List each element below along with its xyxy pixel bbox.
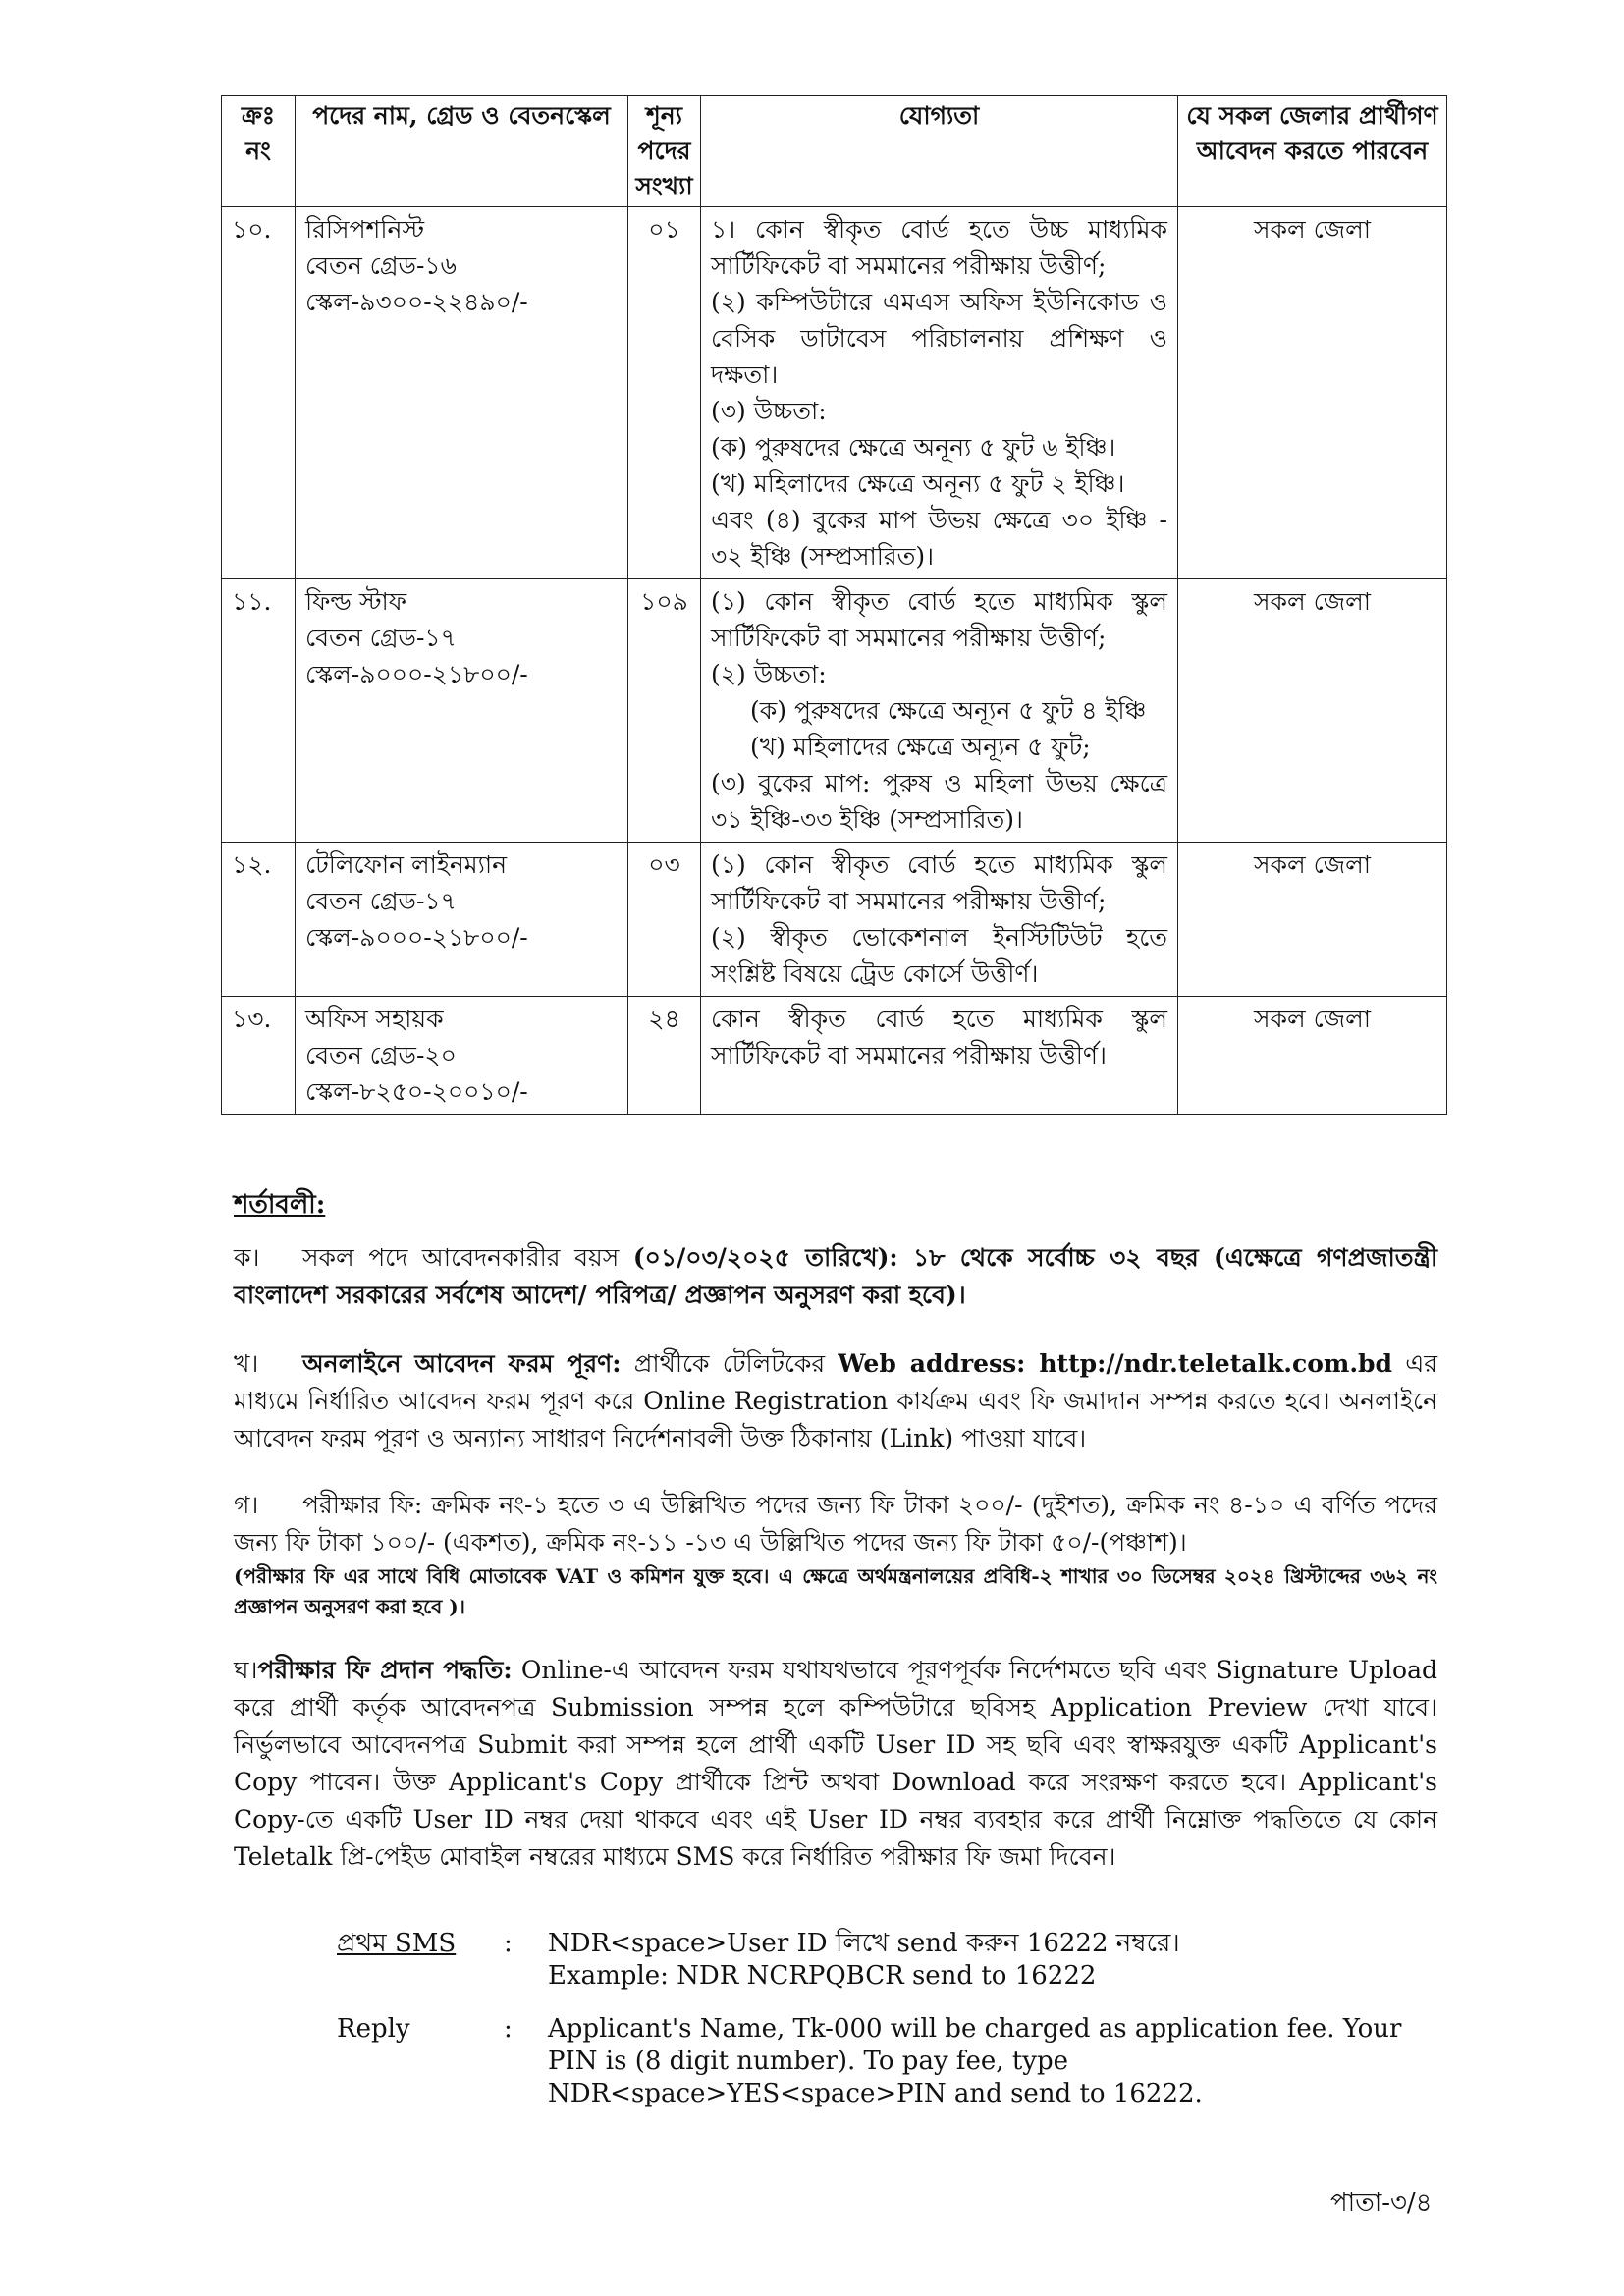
post-scale: স্কেল-৯০০০-২১৮০০/- (305, 660, 528, 688)
condition-bold-text: পরীক্ষার ফি প্রদান পদ্ধতি: (257, 1656, 513, 1684)
qualification-cell (701, 579, 1178, 843)
condition-text: প্রার্থীকে টেলিটকের (621, 1349, 839, 1378)
condition-text: পরীক্ষার ফি: ক্রমিক নং-১ হতে ৩ এ উল্লিখিত পদের জন্য ফি টাকা ২০০/- (দুইশত), ক্রমিক নং ৪-১০ এ বর্ণিত পদের জন্য ফি টাকা ১০০/- (একশত), ক্রমিক নং-১১ -১৩ এ উল্লিখিত পদের জন্য ফি টাকা ৫০/-(পঞ্চাশ)। (234, 1491, 1437, 1557)
qualification-line: এবং (৪) বুকের মাপ উভয় ক্ষেত্রে ৩০ ইঞ্চি - ৩২ ইঞ্চি (সম্প্রসারিত)। (711, 506, 1167, 571)
table-row (222, 843, 1447, 997)
condition-label: খ। (234, 1349, 259, 1378)
post-cell (296, 579, 628, 843)
qualification-line: (২) উচ্চতা: (711, 660, 827, 688)
sms-reply (337, 2013, 1436, 2121)
condition-label: ক। (234, 1243, 260, 1272)
post-name: অফিস সহায়ক (305, 1005, 444, 1033)
serial-cell: ১১. (222, 579, 296, 843)
qualification-cell (701, 997, 1178, 1115)
qualification-line: (খ) মহিলাদের ক্ষেত্রে অন্যূন ৫ ফুট; (750, 733, 1091, 761)
districts-cell: সকল জেলা (1178, 843, 1447, 997)
header-districts: যে সকল জেলার প্রার্থীগণ আবেদন করতে পারবেন (1178, 96, 1447, 207)
serial-cell: ১২. (222, 843, 296, 997)
districts-cell: সকল জেলা (1178, 997, 1447, 1115)
vacancy-cell: ১০৯ (628, 579, 701, 843)
condition-text: এর মাধ্যমে নির্ধারিত আবেদন ফরম পূরণ করে Online Registration কার্যক্রম এবং ফি জমাদান সম্পন্ন করতে হবে। অনলাইনে আবেদন ফরম পূরণ ও অন্যান্য সাধারণ নির্দেশনাবলী উক্ত ঠিকানায় (Link) পাওয়া যাবে। (234, 1349, 1437, 1452)
vat-note: (পরীক্ষার ফি এর সাথে বিধি মোতাবেক VAT ও কমিশন যুক্ত হবে। এ ক্ষেত্রে অর্থমন্ত্রনালয়ের প্রবিধি-২ শাখার ৩০ ডিসেম্বর ২০২৪ খ্রিস্টাব্দের ৩৬২ নং প্রজ্ঞাপন অনুসরণ করা হবে )। (234, 1564, 1437, 1618)
qualification-cell (701, 843, 1178, 997)
qualification-line: (ক) পুরুষদের ক্ষেত্রে অনূন্য ৫ ফুট ৬ ইঞ্চি। (711, 433, 1116, 462)
post-scale: স্কেল-৯০০০-২১৮০০/- (305, 923, 528, 952)
post-cell (296, 207, 628, 579)
sms-line: Example: NDR NCRPQBCR send to 16222 (548, 1961, 1097, 1991)
condition-ka (234, 1239, 1437, 1314)
page-number: পাতা-৩/৪ (1330, 2188, 1433, 2217)
qualification-line: (২) স্বীকৃত ভোকেশনাল ইনস্টিটিউট হতে সংশ্লিষ্ট বিষয়ে ট্রেড কোর্সে উত্তীর্ণ। (711, 923, 1167, 988)
sms-key: Reply (337, 2014, 410, 2044)
qualification-line: (২) কম্পিউটারে এমএস অফিস ইউনিকোড ও বেসিক ডাটাবেস পরিচালনায় প্রশিক্ষণ ও দক্ষতা। (711, 288, 1167, 389)
header-vacancy: শূন্য পদের সংখ্যা (628, 96, 701, 207)
condition-bold-text: (০১/০৩/২০২৫ তারিখে): ১৮ থেকে সর্বোচ্চ ৩২ বছর (এক্ষেত্রে গণপ্রজাতন্ত্রী বাংলাদেশ সরকারের সর্বশেষ আদেশ/ পরিপত্র/ প্রজ্ঞাপন অনুসরণ করা হবে)। (234, 1243, 1437, 1309)
post-grade: বেতন গ্রেড-১৬ (305, 251, 457, 280)
post-cell (296, 843, 628, 997)
qualification-line: (১) কোন স্বীকৃত বোর্ড হতে মাধ্যমিক স্কুল সার্টিফিকেট বা সমমানের পরীক্ষায় উত্তীর্ণ; (711, 587, 1167, 652)
serial-cell: ১০. (222, 207, 296, 579)
posts-table (221, 95, 1447, 1115)
post-cell (296, 997, 628, 1115)
qualification-line: (১) কোন স্বীকৃত বোর্ড হতে মাধ্যমিক স্কুল সার্টিফিকেট বা সমমানের পরীক্ষায় উত্তীর্ণ; (711, 850, 1167, 915)
sms-line: NDR<space>User ID লিখে send করুন 16222 নম্বরে। (548, 1929, 1180, 1958)
condition-bold-text: অনলাইনে আবেদন ফরম পূরণ: (302, 1349, 622, 1378)
post-scale: স্কেল-৯৩০০-২২৪৯০/- (305, 288, 528, 316)
condition-ga (234, 1487, 1437, 1622)
post-grade: বেতন গ্রেড-১৭ (305, 887, 457, 915)
districts-cell: সকল জেলা (1178, 207, 1447, 579)
qualification-line: ১। কোন স্বীকৃত বোর্ড হতে উচ্চ মাধ্যমিক সার্টিফিকেট বা সমমানের পরীক্ষায় উত্তীর্ণ; (711, 215, 1167, 280)
sms-colon: : (504, 1929, 513, 1958)
vacancy-cell: ২৪ (628, 997, 701, 1115)
condition-text: Online-এ আবেদন ফরম যথাযথভাবে পূরণপূর্বক নির্দেশমতে ছবি এবং Signature Upload করে প্রার্থী কর্তৃক আবেদনপত্র Submission সম্পন্ন হলে কম্পিউটারে ছবিসহ Application Preview দেখা যাবে। নির্ভুলভাবে আবেদনপত্র Submit করা সম্পন্ন হলে প্রার্থী একটি User ID সহ ছবি এবং স্বাক্ষরযুক্ত একটি Applicant's Copy পাবেন। উক্ত Applicant's Copy প্রার্থীকে প্রিন্ট অথবা Download করে সংরক্ষণ করতে হবে। Applicant's Copy-তে একটি User ID নম্বর দেয়া থাকবে এবং এই User ID নম্বর ব্যবহার করে প্রার্থী নিম্নোক্ত পদ্ধতিতে যে কোন Teletalk প্রি-পেইড মোবাইল নম্বরের মাধ্যমে SMS করে নির্ধারিত পরীক্ষার ফি জমা দিবেন। (234, 1656, 1437, 1871)
serial-cell: ১৩. (222, 997, 296, 1115)
condition-gha (234, 1652, 1437, 1876)
qualification-line: (৩) উচ্চতা: (711, 397, 827, 425)
qualification-line: (খ) মহিলাদের ক্ষেত্রে অনূন্য ৫ ফুট ২ ইঞ্চি। (711, 469, 1125, 498)
vacancy-cell: ০১ (628, 207, 701, 579)
conditions-title: শর্তাবলী: (234, 1190, 326, 1220)
sms-first (337, 1928, 1436, 1996)
condition-label: গ। (234, 1491, 259, 1519)
post-grade: বেতন গ্রেড-১৭ (305, 624, 457, 652)
post-name: ফিল্ড স্টাফ (305, 587, 407, 616)
condition-text: সকল পদে আবেদনকারীর বয়স (302, 1243, 633, 1272)
sms-colon: : (504, 2014, 513, 2044)
post-name: রিসিপশনিস্ট (305, 215, 425, 244)
qualification-cell (701, 207, 1178, 579)
web-address[interactable]: Web address: http://ndr.teletalk.com.bd (838, 1349, 1392, 1378)
qualification-line: (ক) পুরুষদের ক্ষেত্রে অন্যূন ৫ ফুট ৪ ইঞ্চি (750, 696, 1147, 725)
post-name: টেলিফোন লাইনম্যান (305, 850, 508, 879)
table-row (222, 579, 1447, 843)
qualification-line: কোন স্বীকৃত বোর্ড হতে মাধ্যমিক স্কুল সার্টিফিকেট বা সমমানের পরীক্ষায় উত্তীর্ণ। (711, 1005, 1167, 1069)
sms-value: Applicant's Name, Tk-000 will be charged as application fee. Your PIN is (8 digit number). To pay fee, type NDR<space>YES<space>PIN and send to 16222. (548, 2014, 1402, 2108)
header-qualification: যোগ্যতা (701, 96, 1178, 207)
qualification-line: (৩) বুকের মাপ: পুরুষ ও মহিলা উভয় ক্ষেত্রে ৩১ ইঞ্চি-৩৩ ইঞ্চি (সম্প্রসারিত)। (711, 769, 1167, 834)
condition-kha (234, 1345, 1437, 1457)
sms-value (548, 1928, 1432, 1993)
header-post: পদের নাম, গ্রেড ও বেতনস্কেল (296, 96, 628, 207)
table-header-row (222, 96, 1447, 207)
sms-key: প্রথম SMS (337, 1929, 457, 1958)
districts-cell: সকল জেলা (1178, 579, 1447, 843)
table-row (222, 997, 1447, 1115)
condition-label: ঘ। (234, 1656, 258, 1684)
post-scale: স্কেল-৮২৫০-২০০১০/- (305, 1077, 528, 1106)
table-row (222, 207, 1447, 579)
header-serial: ক্রঃ নং (222, 96, 296, 207)
vacancy-cell: ০৩ (628, 843, 701, 997)
post-grade: বেতন গ্রেড-২০ (305, 1041, 457, 1069)
